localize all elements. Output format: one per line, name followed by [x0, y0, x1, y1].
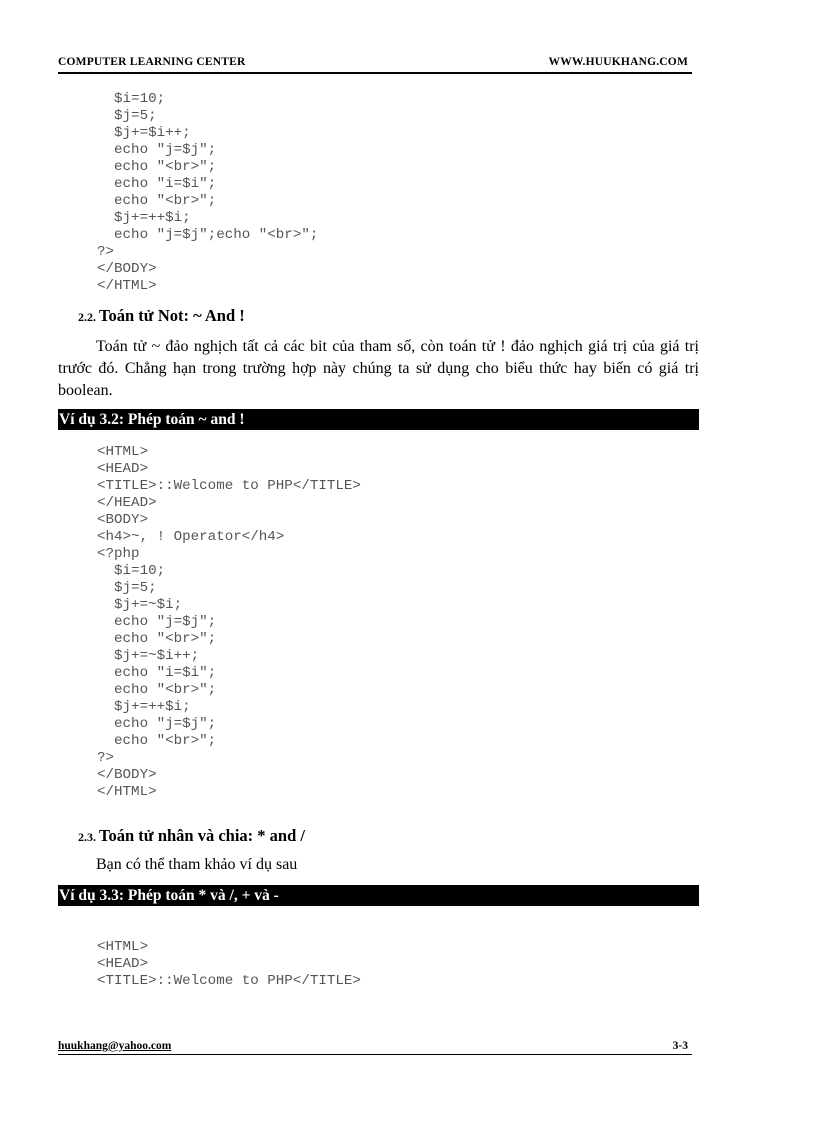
- example-3-3-title-bar: Ví dụ 3.3: Phép toán * và /, + và -: [58, 885, 699, 906]
- example-3-2-code: <HTML> <HEAD> <TITLE>::Welcome to PHP</TITLE> </HEAD> <BODY> <h4>~, ! Operator</h4> <?php $i=10; $j=5; $j+=~$i; echo "j=$j"; echo "<br>"; $j+=~$i++; echo "i=$i"; echo "<br>"; $j+=++$i; echo "j=$j"; echo "<br>"; ?> </BODY> </HTML>: [97, 444, 361, 800]
- footer-email[interactable]: huukhang@yahoo.com: [58, 1040, 172, 1052]
- footer-page-number: 3-3: [672, 1040, 688, 1052]
- section-2-2-number: 2.2.: [78, 310, 96, 324]
- header-left-text: COMPUTER LEARNING CENTER: [58, 56, 246, 68]
- section-2-2-text: Toán tử ~ đảo nghịch tất cả các bit của tham số, còn toán tử ! đảo nghịch giá trị của giá trị trước đó. Chẳng hạn trong trường hợp này chúng ta sử dụng cho biểu thức hay biến có giá trị boolean.: [58, 338, 699, 399]
- section-2-3-heading: [78, 826, 305, 846]
- page-footer: [58, 1040, 692, 1055]
- section-2-3-text: Bạn có thể tham khảo ví dụ sau: [96, 856, 298, 873]
- example-3-2-title-bar: Ví dụ 3.2: Phép toán ~ and !: [58, 409, 699, 430]
- example-3-3-code: <HTML> <HEAD> <TITLE>::Welcome to PHP</TITLE>: [97, 939, 361, 989]
- section-2-3-title: Toán tử nhân và chia: * and /: [99, 826, 305, 845]
- code-block-1: $i=10; $j=5; $j+=$i++; echo "j=$j"; echo "<br>"; echo "i=$i"; echo "<br>"; $j+=++$i; echo "j=$j";echo "<br>"; ?> </BODY> </HTML>: [97, 91, 319, 294]
- header-right-text: WWW.HUUKHANG.COM: [548, 56, 688, 68]
- page-header: [58, 56, 692, 74]
- section-2-2-title: Toán tử Not: ~ And !: [99, 306, 245, 325]
- section-2-3-number: 2.3.: [78, 830, 96, 844]
- section-2-2-heading: [78, 306, 245, 326]
- section-2-2-paragraph: [58, 336, 699, 402]
- section-2-3-paragraph: [58, 854, 699, 876]
